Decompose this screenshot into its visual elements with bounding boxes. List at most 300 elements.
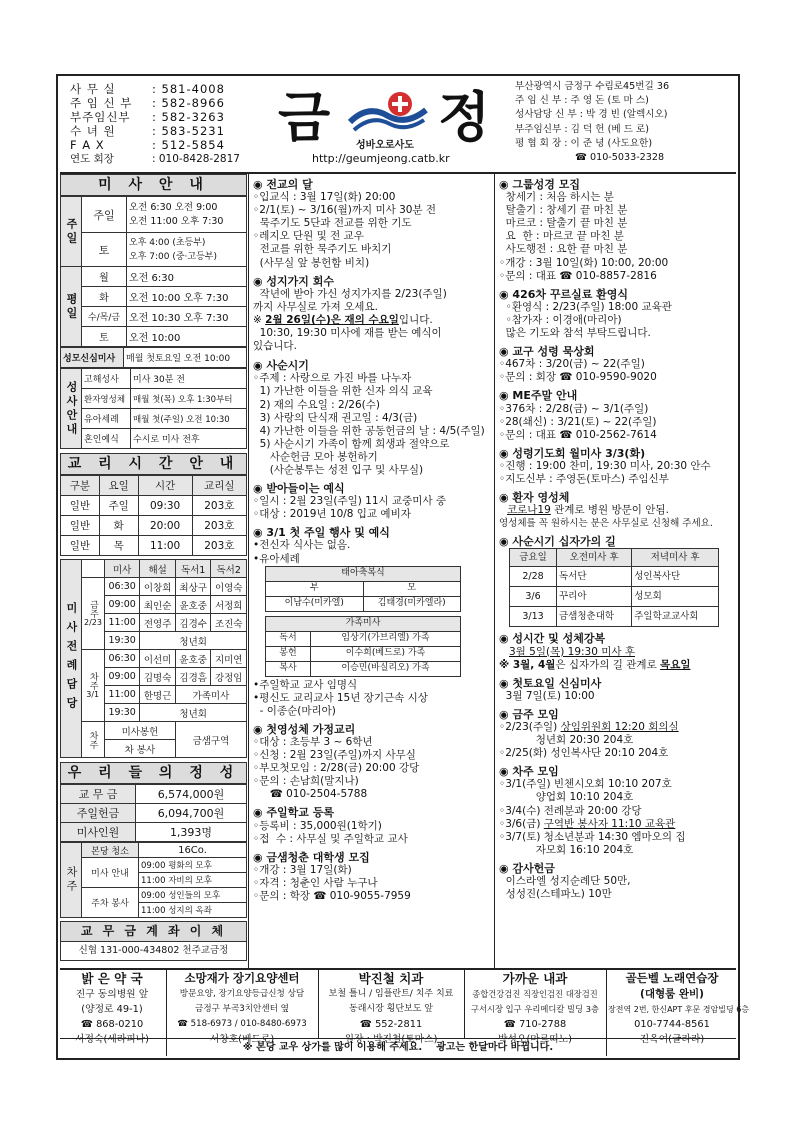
text-line: 사도행전 : 요한 끝 마친 분 [499, 243, 628, 256]
text-line: 있습니다. [253, 340, 297, 353]
section-title: ◉ 첫영성체 가정교리 [253, 722, 356, 736]
saturday-label: 토 [82, 233, 127, 267]
ad-line: 동래시장 횡단보도 앞 [349, 1004, 433, 1014]
text-line: 3) 사랑의 단식재 권고일 : 4/3(금) [253, 411, 418, 424]
text-line: 창세기 : 처음 하시는 분 [499, 191, 614, 204]
text-line: 3월 7일(토) 10:00 [499, 689, 595, 702]
text-line: ◦일시 : 2월 23일(주일) 11시 교중미사 중 [253, 495, 447, 508]
duty-cell: 06:30 [104, 650, 139, 668]
meeting-date: ◦2/23(주일) [499, 721, 561, 733]
stations-cell: 꾸리아 [557, 587, 632, 607]
ad-phone: ☎ 868-0210 [80, 1019, 144, 1030]
masthead [268, 88, 510, 168]
duty-cell: 11:00 [104, 686, 139, 704]
stations-table [509, 548, 719, 627]
text-line: ◦대상 : 초등부 3 ~ 6학년 [253, 736, 373, 748]
text-line: ◦레지오 단원 및 전 교우 [253, 230, 364, 243]
meeting-date: ◦3/6(금) [499, 817, 544, 830]
school-cell: 203호 [192, 516, 246, 536]
section-title: ◉ 받아들이는 예식 [253, 482, 345, 496]
text-line: (사순봉투는 성전 입구 및 사무실) [253, 463, 424, 476]
section-body [499, 460, 735, 486]
weekday-day: 토 [82, 327, 127, 347]
school-cell: 목 [99, 536, 138, 556]
duty-header: 해설 [140, 560, 176, 578]
right-column [499, 178, 735, 901]
text-line: ◦신청 : 2월 23일(주일)까지 사무실 [253, 749, 416, 762]
mass-title: 미 사 안 내 [60, 174, 247, 196]
service-value: 11:00 자비의 모후 [139, 873, 247, 888]
meeting-line: 청년회 20:30 204호 [499, 734, 634, 747]
note-suffix: 입니다. [398, 313, 433, 326]
sacrament-info [60, 368, 247, 449]
text-line: 묵주기도 5단과 전교를 위한 기도 [253, 217, 412, 230]
sacrament-name: 고해성사 [82, 369, 131, 389]
section-title: ◉ 첫토요일 신심미사 [499, 676, 602, 690]
finance-label: 교 무 금 [61, 785, 136, 804]
section-body [253, 372, 491, 477]
meeting-line: ◦3/7(토) 청소년분과 14:30 엠마오의 집 [499, 830, 686, 843]
section-title: ◉ 426차 꾸르실료 환영식 [499, 287, 629, 301]
service-next-label: 차주 [61, 843, 82, 918]
sacrament-name: 유아세례 [82, 409, 131, 429]
section-title: ◉ 성시간 및 성체강복 [499, 632, 606, 646]
meeting-line: ◦3/1(주일) 빈첸시오회 10:10 207호 [499, 778, 672, 791]
duty-table [60, 559, 247, 758]
title-char-geum: 금 [278, 86, 331, 149]
section-body [253, 736, 491, 801]
finance-value: 1,393명 [136, 823, 247, 842]
text-line: ◦지도신부 : 주영돈(토마스) 주임신부 [499, 472, 669, 485]
ad-dental [320, 970, 462, 1045]
text-line: ◦문의 : 학장 ☎ 010-9055-7959 [253, 890, 411, 903]
text-line: ◦467차 : 3/20(금) ~ 22(주일) [499, 358, 645, 371]
duty-cell: 19:30 [104, 704, 139, 722]
section-body [499, 301, 735, 340]
sacrament-label: 성사안내 [61, 369, 82, 449]
text-line: 요 한 : 마르코 끝 마친 분 [499, 230, 624, 243]
duty-cell: 최인순 [140, 596, 176, 614]
family-mass-table [265, 616, 461, 677]
senior-mass-label: 성모신심미사 [61, 348, 124, 368]
ad-owner: 진옥여(글라라) [639, 1034, 705, 1045]
school-cell: 20:00 [138, 516, 192, 536]
school-cell: 화 [99, 516, 138, 536]
section-title: ◉ 주일학교 등록 [253, 806, 335, 820]
duty-next-label: 차주 [82, 722, 105, 758]
blessing-table [265, 566, 461, 612]
school-header: 교리실 [192, 476, 246, 496]
text-line: ◦376차 : 2/28(금) ~ 3/1(주일) [499, 402, 649, 415]
president-phone: ☎ 010-5033-2328 [575, 152, 665, 164]
family-mass-title: 가족미사 [266, 616, 461, 631]
text-line: ◦대상 : 2019년 10/8 입교 예비자 [253, 508, 411, 521]
section-title: ◉ 3/1 첫 주일 행사 및 예식 [253, 526, 390, 540]
service-label: 미사 안내 [82, 858, 139, 888]
section-title: ◉ 사순시기 [253, 359, 309, 373]
text-line: ◦입교식 : 3월 17일(화) 20:00 [253, 191, 396, 204]
meeting-line: ◦2/25(화) 성인복사단 20:10 204호 [499, 747, 669, 760]
service-value: 09:00 성인들의 모후 [139, 888, 247, 903]
ad-title: 밝 은 약 국 [81, 971, 143, 986]
duty-week1 [82, 578, 105, 650]
stations-header: 오전미사 후 [557, 549, 632, 567]
school-cell: 09:30 [138, 496, 192, 516]
text-line: ◦문의 : 손남희(말지나) [253, 775, 359, 788]
duty-cell: 09:00 [104, 668, 139, 686]
weekday-day: 월 [82, 267, 127, 287]
contact-row: 수 녀 원 : 583-5231 [70, 124, 225, 138]
section-title: ◉ ME주말 안내 [499, 389, 578, 403]
ad-divider [318, 970, 319, 1038]
duty-cell: 이영숙 [211, 578, 247, 596]
duty-cell: 김명숙 [140, 668, 176, 686]
text-line: ◦문의 : 회장 ☎ 010-9590-9020 [499, 371, 657, 384]
meeting-line: 양업회 10:10 204호 [499, 791, 634, 804]
family-name: 이수희(베드로) 가족 [311, 646, 461, 661]
contact-row: 사 무 실 : 581-4008 [70, 82, 225, 96]
duty-cell: 청년회 [140, 632, 247, 650]
ad-clinic [466, 970, 604, 1045]
text-line: 1) 가난한 이들을 위한 신자 의식 교육 [253, 385, 433, 398]
duty-corner [82, 560, 105, 578]
text-line: 성성진(스테파노) 10만 [499, 888, 612, 901]
footer-note: ※ 본당 교우 상가를 많이 이용해 주세요. 광고는 한달마다 바뀝니다. [60, 1038, 736, 1057]
section-title: ◉ 사순시기 십자가의 길 [499, 535, 616, 549]
school-cell: 일반 [61, 496, 100, 516]
service-table [60, 842, 247, 918]
contacts-block [70, 82, 245, 166]
note-text: 은 십자가의 길 관계로 [555, 658, 661, 671]
school-header: 구분 [61, 476, 100, 496]
ad-divider [464, 970, 465, 1038]
stations-cell: 주일학교교사회 [632, 607, 719, 627]
school-cell: 일반 [61, 516, 100, 536]
text-line: •평신도 교리교사 15년 장기근속 시상 [253, 691, 428, 704]
section-body [253, 288, 491, 314]
ad-pharmacy [60, 970, 164, 1045]
ad-line: (대형룸 완비) [640, 988, 704, 1000]
weekday-day: 수/목/금 [82, 307, 127, 327]
mass-table [60, 196, 247, 347]
section-body [253, 679, 491, 718]
duty-cell: 전영주 [140, 614, 176, 632]
duty-header: 독서2 [211, 560, 247, 578]
blessing-header: 모 [363, 581, 461, 596]
ad-title: 소망재가 장기요양센터 [184, 971, 300, 985]
family-name: 임상기(가브리엘) 가족 [311, 631, 461, 646]
ad-line: 금정구 부곡3치안센터 옆 [195, 1004, 289, 1014]
site-url[interactable]: http://geumjeong.catb.kr [312, 152, 450, 165]
duty-cell: 윤호중 [175, 596, 211, 614]
text-line: •주일학교 교사 임명식 [253, 678, 358, 691]
stations-cell: 성인복사단 [632, 567, 719, 587]
school-cell: 203호 [192, 536, 246, 556]
meeting-line: 자모회 16:10 204호 [499, 843, 634, 856]
text-line: 4) 가난한 이들을 위한 공동헌금의 날 : 4/5(주일) [253, 424, 485, 437]
section-body [499, 875, 735, 901]
section-title: ◉ 금주 모임 [499, 707, 559, 721]
meeting-line [499, 721, 735, 734]
ad-line: 종합건강검진 직장인검진 대장검진 [472, 989, 598, 999]
stations-cell: 금샘청춘대학 [557, 607, 632, 627]
school-title: 교 리 시 간 안 내 [60, 453, 247, 475]
section-title: ◉ 교구 성령 묵상회 [499, 345, 595, 359]
ad-title: 골든벨 노래연습장 [625, 971, 719, 985]
priest-line: 주 임 신 부 : 주 영 돈 (토 마 스) [515, 95, 649, 107]
section-body [253, 539, 491, 565]
contact-row: 연도 회장 : 010-8428-2817 [70, 153, 240, 165]
duty-cell: 서정희 [211, 596, 247, 614]
sacrament-time: 수시로 미사 전후 [131, 429, 247, 449]
finance-title: 우 리 들 의 정 성 [60, 762, 247, 784]
address: 부산광역시 금정구 수림로45번길 36 [515, 81, 670, 92]
finance-label: 주일헌금 [61, 804, 136, 823]
text-line: 10:30, 19:30 미사에 재를 받는 예식이 [253, 327, 442, 340]
duty-cell: 09:00 [104, 596, 139, 614]
section-title: ◉ 전교의 달 [253, 178, 313, 191]
sunday-times: 오전 6:30 오전 9:00 오전 11:00 오후 7:30 [127, 197, 247, 233]
text-line: ☎ 010-2504-5788 [253, 788, 368, 801]
school-cell: 주일 [99, 496, 138, 516]
duty-week-label: 차주 [87, 672, 98, 690]
note-emphasis: 목요일 [660, 658, 691, 671]
sunday-label: 주일 [82, 197, 127, 233]
sacrament-name: 혼인예식 [82, 429, 131, 449]
section-title: ◉ 성령기도회 월미사 3/3(화) [499, 446, 646, 460]
duty-cell: 미사봉헌 [104, 722, 175, 740]
family-role: 봉헌 [266, 646, 311, 661]
sacrament-time: 매월 첫(주일) 오전 10:30 [131, 409, 247, 429]
stations-cell: 2/28 [510, 567, 557, 587]
section-title: ◉ 금샘청춘 대학생 모집 [253, 850, 370, 864]
ad-phone: ☎ 710-2788 [503, 1019, 567, 1030]
account-info: 신협 131-000-434802 천주교금정 [60, 942, 247, 961]
logo-wave-cross-icon [348, 90, 430, 134]
footer-ads [60, 970, 750, 1056]
section-body [499, 690, 735, 703]
duty-week-date: 2/23 [84, 618, 102, 627]
finance-value: 6,094,700원 [136, 804, 247, 823]
ad-phone: ☎ 518-6973 / 010-8480-6973 [177, 1019, 307, 1029]
duty-cell: 금샘구역 [175, 722, 246, 758]
duty-cell: 윤호중 [175, 650, 211, 668]
saturday-times: 오후 4:00 (초등부) 오후 7:00 (중·고등부) [127, 233, 247, 267]
service-value: 09:00 평화의 모후 [139, 858, 247, 873]
contact-row: 부주임신부 : 582-3263 [70, 110, 225, 124]
adoration-time: 3월 5일(목) 19:30 미사 후 [509, 645, 636, 658]
column-divider [494, 173, 495, 968]
text-line: ◦참가자 : 이경애(마리아) [499, 313, 622, 326]
duty-header: 미사 [104, 560, 139, 578]
weekday-day: 화 [82, 287, 127, 307]
subtitle: 성바오로사도 [356, 140, 414, 151]
section-body [499, 358, 735, 384]
text-line: 5) 사순시기 가족이 함께 희생과 절약으로 [253, 437, 450, 450]
ad-care-center [168, 970, 316, 1045]
ad-line: 진구 동의병원 앞 [75, 989, 149, 1000]
section-body [499, 191, 735, 283]
stations-cell: 독서단 [557, 567, 632, 587]
text-line: - 이종순(마리아) [253, 704, 336, 717]
weekday-label: 평일 [61, 267, 82, 347]
text-line: 작년에 받아 가신 성지가지를 2/23(주일) [253, 287, 447, 300]
duty-cell: 김경수 [175, 614, 211, 632]
text-line: (사무실 앞 봉헌함 비치) [253, 256, 370, 269]
ad-owner: 서창호(베드로) [209, 1034, 275, 1045]
patient-note-2: 영성체를 꼭 원하시는 분은 사무실로 신청해 주세요. [499, 518, 713, 530]
ad-line: 장전역 2번, 한신APT 후문 경암빌딩 6층 [608, 1005, 750, 1014]
note-emphasis: 코로나19 [507, 504, 551, 517]
duty-label: 미사전례담당 [61, 560, 82, 758]
contact-row: F A X : 512-5854 [70, 138, 225, 152]
school-header: 시간 [138, 476, 192, 496]
note-mark: ※ [253, 313, 266, 326]
service-label: 본당 청소 [82, 843, 139, 858]
ad-title: 박진철 치과 [358, 971, 424, 986]
meeting-line: ◦3/4(수) 전례분과 20:00 강당 [499, 804, 642, 817]
weekday-time: 오전 10:30 오후 7:30 [127, 307, 247, 327]
weekday-time: 오전 10:00 오후 7:30 [127, 287, 247, 307]
duty-cell: 19:30 [104, 632, 139, 650]
duty-cell: 최상구 [175, 578, 211, 596]
note-emphasis: ※ 3월, 4월 [499, 658, 556, 671]
family-role: 독서 [266, 631, 311, 646]
text-line: ◦문의 : 대표 ☎ 010-8857-2816 [499, 269, 657, 282]
meeting-emphasis: 상임위원회 12:20 회의실 [560, 721, 679, 733]
finance-value: 6,574,000원 [136, 785, 247, 804]
ad-phone: 010-7744-8561 [634, 1019, 710, 1030]
text-line: 전교를 위한 묵주기도 바치기 [253, 243, 392, 256]
ad-phone: ☎ 552-2811 [359, 1019, 423, 1030]
section-body [253, 327, 491, 353]
text-line: ◦접 수 : 사무실 및 주일학교 교사 [253, 832, 408, 845]
service-label: 주차 봉사 [82, 888, 139, 918]
text-line: 까지 사무실로 가져 오세요. [253, 300, 378, 313]
duty-cell: 강정임 [211, 668, 247, 686]
blessing-cell: 김태경(미카엘라) [363, 596, 461, 611]
duty-cell: 차 봉사 [104, 740, 175, 758]
finance-label: 미사인원 [61, 823, 136, 842]
parish-info [515, 80, 735, 165]
sacrament-table [60, 347, 247, 368]
text-line: ◦개강 : 3월 17일(화) [253, 863, 352, 876]
duty-cell: 청년회 [140, 704, 247, 722]
school-cell: 일반 [61, 536, 100, 556]
duty-cell: 김경흠 [175, 668, 211, 686]
school-cell: 203호 [192, 496, 246, 516]
duty-header: 독서1 [175, 560, 211, 578]
sacrament-time: 미사 30분 전 [131, 369, 247, 389]
text-line: ◦등록비 : 35,000원(1학기) [253, 819, 382, 832]
text-line: ◦28(쇄신) : 3/21(토) ~ 22(주일) [499, 415, 657, 428]
meeting-emphasis: 구역반 봉사자 11:10 교육관 [543, 817, 676, 830]
text-line: •유아세례 [253, 552, 300, 565]
title-char-jeong: 정 [438, 86, 491, 149]
school-table [60, 475, 247, 556]
duty-cell: 지미연 [211, 650, 247, 668]
duty-cell: 11:00 [104, 614, 139, 632]
section-title: ◉ 차주 모임 [499, 765, 559, 779]
school-cell: 11:00 [138, 536, 192, 556]
adoration-note [499, 659, 735, 672]
text-line: •전신자 식사는 없음. [253, 539, 351, 552]
section-body [253, 864, 491, 903]
text-line: 탈출기 : 창세기 끝 마친 분 [499, 204, 628, 217]
duty-week-label: 금주 [87, 600, 98, 618]
sacrament-name: 환자영성체 [82, 389, 131, 409]
stations-header: 금요일 [510, 549, 557, 567]
ad-line: (양정로 49-1) [81, 1004, 143, 1015]
weekday-time: 오전 6:30 [127, 267, 247, 287]
ad-title: 가까운 내과 [502, 971, 568, 986]
duty-cell: 조진숙 [211, 614, 247, 632]
duty-cell: 이선미 [140, 650, 176, 668]
section-title: ◉ 그룹성경 모집 [499, 178, 581, 191]
column-divider [248, 173, 249, 968]
priest-line: 부주임신부 : 김 덕 헌 (베 드 로) [515, 123, 650, 135]
text-line: ◦환영식 : 2/23(주일) 18:00 교육관 [499, 300, 672, 313]
middle-column [253, 178, 491, 903]
text-line: 2) 재의 수요일 : 2/26(수) [253, 398, 380, 411]
text-line: ◦2/1(토) ~ 3/16(월)까지 미사 30분 전 [253, 204, 437, 217]
duty-week2 [82, 650, 105, 722]
duty-cell: 가족미사 [175, 686, 246, 704]
section-title: ◉ 성지가지 회수 [253, 274, 335, 288]
meeting-line [499, 818, 735, 831]
contact-row: 주 임 신 부 : 582-8966 [70, 96, 225, 110]
duty-cell: 한명근 [140, 686, 176, 704]
sacrament-time: 매월 첫(목) 오후 1:30부터 [131, 389, 247, 409]
text-line: ◦부모첫모임 : 2/28(금) 20:00 강당 [253, 762, 420, 775]
finance-table [60, 784, 247, 842]
duty-week-date: 3/1 [86, 690, 100, 699]
text-line: 많은 기도와 참석 부탁드립니다. [499, 327, 651, 340]
section-body [253, 191, 491, 270]
text-line: 마르코 : 탈출기 끝 마친 분 [499, 217, 628, 230]
ad-owner: 서정숙(세라피나) [75, 1034, 149, 1045]
section-title: ◉ 환자 영성체 [499, 491, 570, 505]
blessing-title: 태아축복식 [266, 566, 461, 581]
duty-cell: 06:30 [104, 578, 139, 596]
stations-header: 저녁미사 후 [632, 549, 719, 567]
note-emphasis: 2월 26일(수)은 재의 수요일 [265, 313, 399, 326]
president-line: 평 협 회 장 : 이 준 녕 (사도요한) [515, 137, 653, 149]
section-body [253, 495, 491, 521]
service-value: 11:00 성지의 옥좌 [139, 903, 247, 918]
text-line: 이스라엘 성지순례단 50만, [499, 875, 631, 888]
section-body [253, 820, 491, 846]
senior-mass-time: 매월 첫토요일 오전 10:00 [124, 348, 247, 368]
family-name: 이승민(바실리오) 가족 [311, 661, 461, 676]
blessing-cell: 이남수(미카엘) [266, 596, 364, 611]
ad-line: 구서시장 입구 우리메디칼 빌딩 3층 [470, 1004, 600, 1014]
family-role: 복사 [266, 661, 311, 676]
note-text: 관계로 병원 방문이 안됨. [550, 504, 669, 517]
text-line: ◦문의 : 대표 ☎ 010-2562-7614 [499, 428, 657, 441]
priest-line: 성사담당 신 부 : 박 경 빈 (알렉시오) [515, 109, 668, 121]
school-header: 요일 [99, 476, 138, 496]
weekday-time: 오전 10:00 [127, 327, 247, 347]
stations-cell: 성모회 [632, 587, 719, 607]
blessing-header: 부 [266, 581, 364, 596]
ad-line: 방문요양, 장기요양등급신청 상담 [179, 989, 305, 999]
section-body [499, 403, 735, 442]
ad-karaoke [608, 970, 750, 1045]
section-title: ◉ 감사헌금 [499, 861, 555, 875]
account-title: 교 무 금 계 좌 이 체 [60, 921, 247, 942]
text-line: ◦개강 : 3월 10일(화) 10:00, 20:00 [499, 256, 669, 269]
